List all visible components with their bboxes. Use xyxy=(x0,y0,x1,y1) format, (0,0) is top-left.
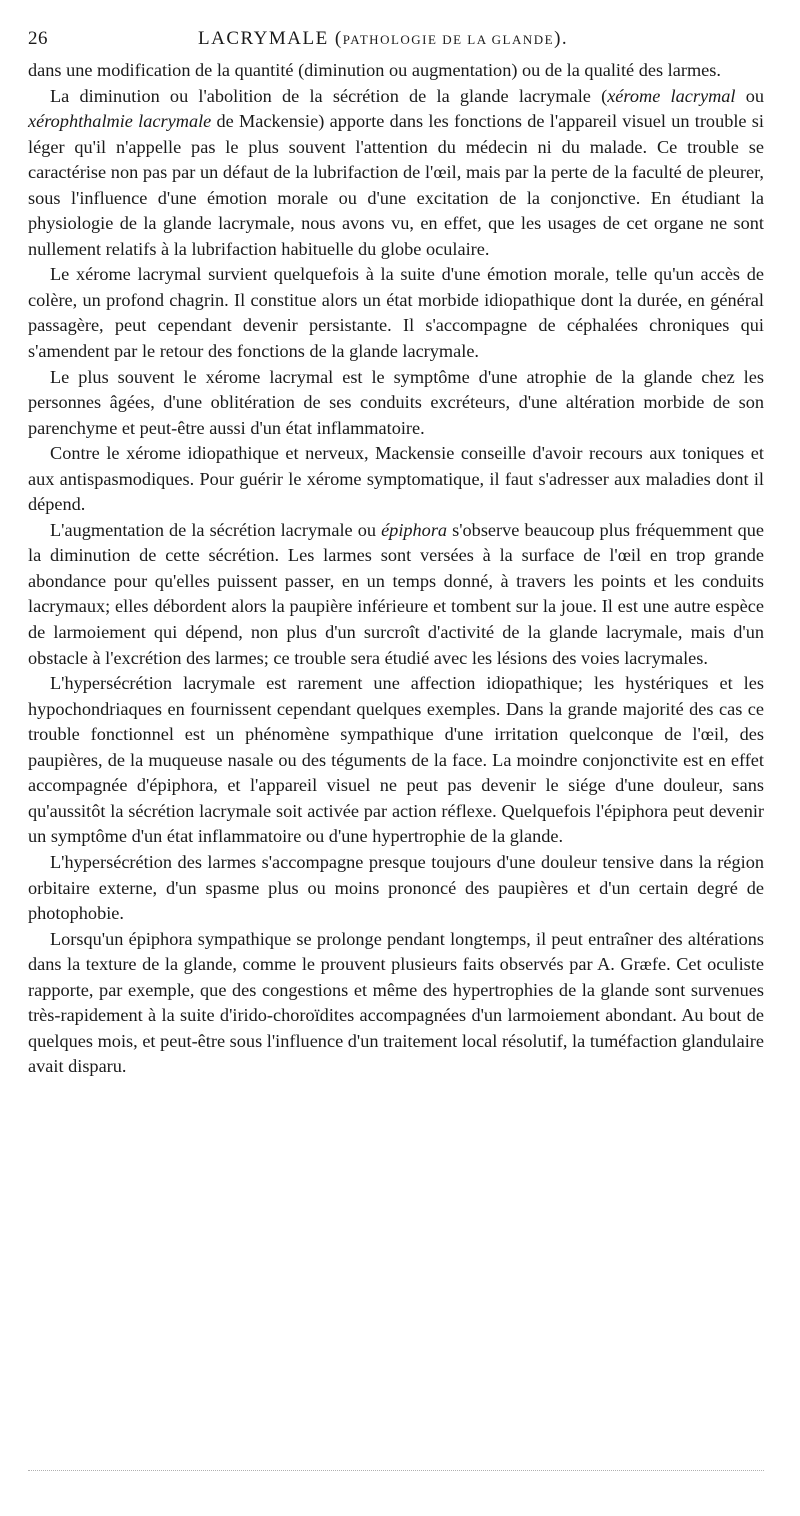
paragraph-text: L'hypersécrétion lacrymale est rarement une affection idiopathique; les hystériques et les hypochondriaques en fournissent cependant quelques exemples. Dans la grande majorité des cas ce trouble fonctionnel est un phénomène sympathique d'une irritation quelconque de l'œil, des paupières, de la muqueuse nasale ou des téguments de la face. La moindre conjonctivite est en effet accompagnée d'épiphora, et l'appareil visuel ne peut pas devenir le siége d'une douleur, sans qu'aussitôt la sécrétion lacrymale soit activée par action réflexe. Quelquefois l'épiphora peut devenir un symptôme d'un état inflammatoire ou d'une hypertrophie de la glande. xyxy=(28,673,764,847)
paragraph-text: Lorsqu'un épiphora sympathique se prolonge pendant longtemps, il peut entraîner des altérations dans la texture de la glande, comme le prouvent plusieurs faits observés par A. Græfe. Cet oculiste rapporte, par exemple, que des congestions et même des hypertrophies de la glande sont survenues très-rapidement à la suite d'irido-choroïdites accompagnées d'un larmoiement abondant. Au bout de quelques mois, et peut-être sous l'influence d'un traitement local résolutif, la tuméfaction glandulaire avait disparu. xyxy=(28,928,764,1077)
running-head xyxy=(28,28,764,58)
paragraph-text: dans une modification de la quantité (diminution ou augmentation) ou de la qualité des larmes. xyxy=(28,60,721,80)
running-title-close: ). xyxy=(554,28,569,49)
italic-term: xérophthalmie lacrymale xyxy=(28,111,212,132)
book-page xyxy=(28,28,764,1080)
page-number: 26 xyxy=(28,28,48,49)
paragraph-text: La diminution ou l'abolition de la sécrétion de la glande lacrymale ( xyxy=(50,85,608,106)
paragraph xyxy=(28,441,764,518)
body-text xyxy=(28,58,764,1080)
paragraph xyxy=(28,84,764,263)
paragraph-text: ou xyxy=(735,85,764,106)
paragraph-continued xyxy=(28,58,764,84)
paragraph xyxy=(28,518,764,671)
paragraph xyxy=(28,262,764,364)
italic-term: épiphora xyxy=(381,519,448,540)
running-title-sub: PATHOLOGIE DE LA GLANDE xyxy=(342,32,555,47)
paragraph xyxy=(28,850,764,927)
paragraph xyxy=(28,365,764,442)
paragraph-text: s'observe beaucoup plus fréquemment que la diminution de cette sécrétion. Les larmes sont versées à la surface de l'œil en trop grande abondance pour qu'elles puissent passer, en un temps donné, à travers les points et les conduits lacrymaux; elles débordent alors la paupière inférieure et tombent sur la joue. Il est une autre espèce de larmoiement qui dépend, non plus d'un surcroît d'activité de la glande lacrymale, mais d'un obstacle à l'excrétion des larmes; ce trouble sera étudié avec les lésions des voies lacrymales. xyxy=(28,519,764,668)
running-title-main: LACRYMALE ( xyxy=(198,28,343,49)
footer-rule xyxy=(28,1470,764,1471)
paragraph-text: de Mackensie) apporte dans les fonctions de l'appareil visuel un trouble si léger qu'il n'appelle pas le plus souvent l'attention du médecin ni du malade. Ce trouble se caractérise non pas par un défaut de la lubrifaction de l'œil, mais par la perte de la faculté de pleurer, sous l'influence d'une émotion morale ou d'une excitation de la conjonctive. En étudiant la physiologie de la glande lacrymale, nous avons vu, en effet, que les usages de cet organe ne sont nullement relatifs à la lubrifaction habituelle du globe oculaire. xyxy=(28,111,764,259)
paragraph-text: Le xérome lacrymal survient quelquefois à la suite d'une émotion morale, telle qu'un accès de colère, un profond chagrin. Il constitue alors un état morbide idiopathique dont la durée, en général passagère, peut cependant devenir persistante. Il s'accompagne de céphalées chroniques qui s'amendent par le retour des fonctions de la glande lacrymale. xyxy=(28,264,764,362)
paragraph-text: L'hypersécrétion des larmes s'accompagne presque toujours d'une douleur tensive dans la région orbitaire externe, d'un spasme plus ou moins prononcé des paupières et d'un certain degré de photophobie. xyxy=(28,851,764,924)
paragraph xyxy=(28,927,764,1080)
italic-term: xérome lacrymal xyxy=(607,85,736,106)
running-title xyxy=(198,28,568,50)
paragraph-text: L'augmentation de la sécrétion lacrymale ou xyxy=(50,519,382,540)
paragraph xyxy=(28,671,764,850)
paragraph-text: Le plus souvent le xérome lacrymal est le symptôme d'une atrophie de la glande chez les personnes âgées, d'une oblitération de ses conduits excréteurs, d'une altération morbide de son parenchyme et peut-être aussi d'un état inflammatoire. xyxy=(28,366,764,438)
paragraph-text: Contre le xérome idiopathique et nerveux, Mackensie conseille d'avoir recours aux toniques et aux antispasmodiques. Pour guérir le xérome symptomatique, il faut s'adresser aux maladies dont il dépend. xyxy=(28,443,764,515)
